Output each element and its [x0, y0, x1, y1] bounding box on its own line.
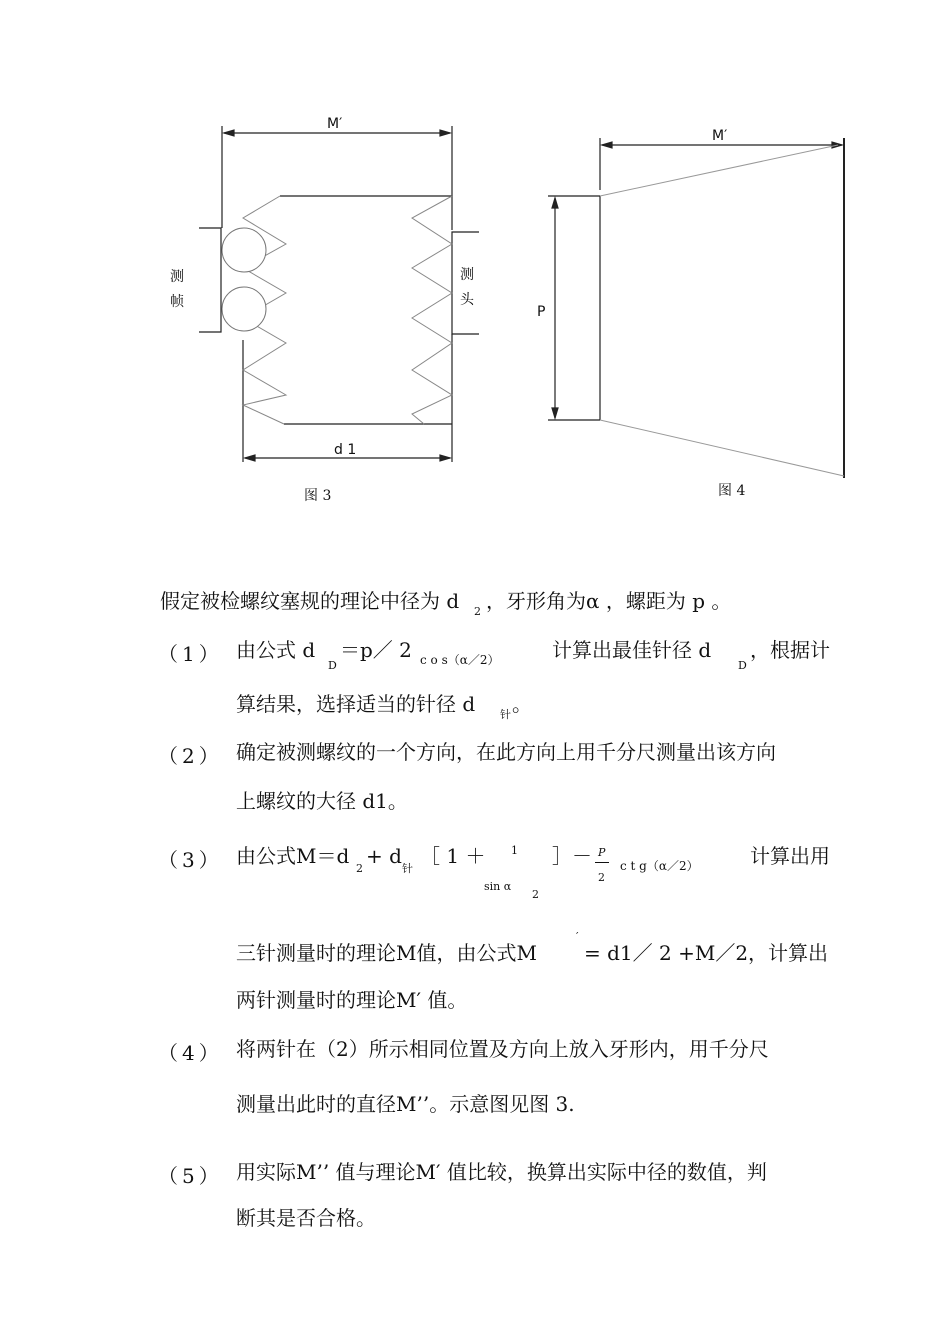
fig4-caption: 图 4 — [718, 483, 746, 499]
step-number: （1） — [158, 642, 223, 666]
fig3-right-thread — [412, 196, 452, 424]
step4-line1: 将两针在（2）所示相同位置及方向上放入牙形内，用千分尺 — [236, 1037, 769, 1061]
step2-line2: 上螺纹的大径 d1。 — [236, 789, 408, 813]
fig3-right-label-2: 头 — [460, 292, 474, 308]
fig3-left-anvil — [199, 228, 221, 332]
step3-frac-sin: sin α — [484, 880, 512, 893]
fig4-arrow — [552, 198, 558, 208]
step3-formula-a: 由公式M＝d — [236, 844, 350, 868]
intro-text-b: ，牙形角为α ，螺距为 p 。 — [486, 589, 732, 613]
step1-text-e: ，根据计 — [750, 638, 830, 662]
figure-3-diagram — [0, 0, 950, 520]
intro-sub-2: 2 — [474, 605, 481, 618]
step1-text-d: 计算出最佳针径 d — [552, 638, 712, 662]
step3-bracket-open: ［ 1 ＋ — [420, 844, 486, 868]
step1-sub-d: D — [328, 659, 337, 672]
step5-line1: 用实际M’’ 值与理论M′ 值比较，换算出实际中径的数值，判 — [236, 1160, 767, 1184]
fig3-left-label-2: 帧 — [170, 294, 184, 310]
fig4-upper-flank — [600, 145, 838, 196]
step1-sub-d2: D — [738, 659, 747, 672]
fig3-label-d1: d 1 — [334, 442, 357, 458]
fig4-label-m-prime: M′ — [712, 128, 728, 144]
step5-line2: 断其是否合格。 — [236, 1206, 376, 1230]
fig3-left-label-1: 测 — [170, 269, 184, 285]
fig3-label-m-prime: M′ — [327, 116, 343, 132]
step1-line2-sub: 针 — [500, 708, 511, 721]
step-number: （2） — [158, 744, 223, 768]
step3-line2-a: 三针测量时的理论M值，由公式M — [236, 941, 537, 965]
step3-frac-p: P — [598, 846, 606, 859]
step-number: （3） — [158, 848, 223, 872]
step2-line1: 确定被测螺纹的一个方向，在此方向上用千分尺测量出该方向 — [236, 740, 776, 764]
step3-bracket-close: ］－ — [552, 844, 592, 868]
step3-frac-p2: 2 — [598, 871, 605, 884]
fig3-needle-1 — [222, 228, 266, 272]
step1-text-b: ＝p／ 2 — [340, 638, 412, 662]
fig4-lower-flank — [600, 420, 844, 476]
step1-cos-term: c o s（α／2） — [420, 653, 500, 667]
step3-ctg-term: c t g（α／2） — [620, 859, 699, 873]
fig4-arrow — [552, 408, 558, 418]
step-number: （5） — [158, 1164, 223, 1188]
fig3-arrow — [440, 455, 450, 461]
step3-frac-bar — [595, 862, 609, 863]
step1-line2-a: 算结果，选择适当的针径 d — [236, 692, 476, 716]
step3-formula-c: 计算出用 — [750, 844, 830, 868]
fig3-caption: 图 3 — [304, 488, 332, 504]
step1-text-a: 由公式 d — [236, 638, 316, 662]
step3-frac-two: 2 — [532, 888, 539, 901]
step3-sub-needle: 针 — [402, 862, 413, 875]
fig3-arrow — [245, 455, 255, 461]
fig3-right-label-1: 测 — [460, 267, 474, 283]
step3-sub-2: 2 — [356, 862, 363, 875]
fig3-arrow — [440, 130, 450, 136]
step3-line2-prime: ′ — [576, 930, 579, 943]
step-number: （4） — [158, 1041, 223, 1065]
step3-line2-b: = d1／ 2 +M／2，计算出 — [584, 941, 829, 965]
fig3-arrow — [224, 130, 234, 136]
step1-line2-b: 。 — [512, 692, 532, 716]
fig4-arrow — [602, 142, 612, 148]
intro-text-a: 假定被检螺纹塞规的理论中径为 d — [160, 589, 460, 613]
step3-formula-b: + d — [366, 844, 402, 868]
step3-frac-one: 1 — [511, 844, 518, 857]
fig3-needle-2 — [222, 287, 266, 331]
step3-line3: 两针测量时的理论M′ 值。 — [236, 988, 468, 1012]
step4-line2: 测量出此时的直径M’’。示意图见图 3. — [236, 1092, 575, 1116]
fig4-label-p: P — [537, 304, 546, 320]
